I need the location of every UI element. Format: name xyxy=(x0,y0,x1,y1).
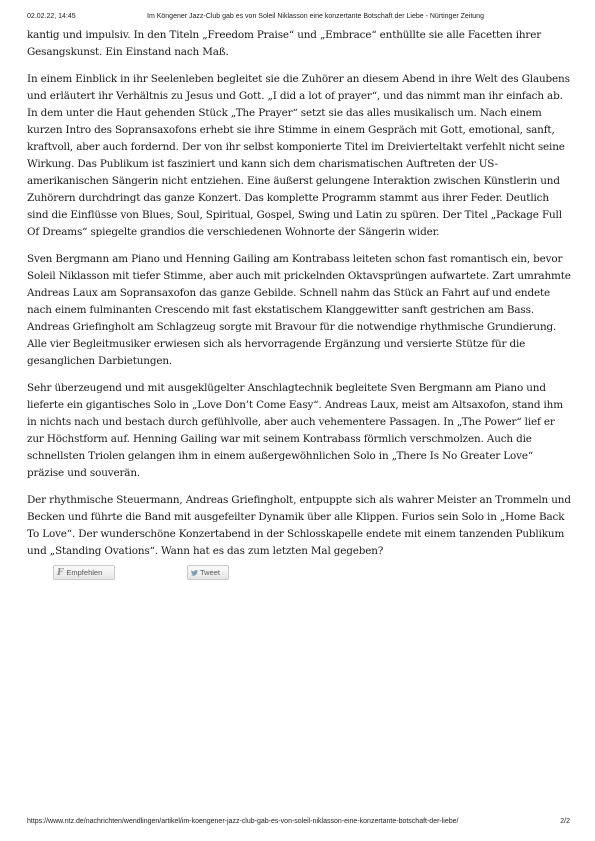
tweet-button[interactable] xyxy=(187,565,229,580)
print-datetime: 02.02.22, 14:45 xyxy=(27,13,76,20)
print-header xyxy=(27,13,568,23)
article-paragraph-2: In einem Einblick in ihr Seelenleben begleitet sie die Zuhörer an diesem Abend in ihre Welt des Glaubens und erläutert ihr Verhältnis zu Jesus und Gott. „I did a lot of prayer“, und das nimmt man ihr einfach ab. In dem unter die Haut gehenden Stück „The Prayer“ setzt sie das alles musikalisch um. Nach einem kurzen Intro des Sopransaxofons erhebt sie ihre Stimme in einem Gespräch mit Gott, emotional, sanft, kraftvoll, aber auch fordernd. Der von ihr selbst komponierte Titel im Dreivierteltakt verfehlt nicht seine Wirkung. Das Publikum ist fasziniert und kann sich dem charismatischen Auftreten der US-amerikanischen Sängerin nicht entziehen. Eine äußerst gelungene Interaktion zwischen Künstlerin und Zuhörern durchdringt das ganze Konzert. Das komplette Programm stammt aus ihrer Feder. Deutlich sind die Einflüsse von Blues, Soul, Spiritual, Gospel, Swing und Latin zu spüren. Der Titel „Package Full Of Dreams“ spiegelte grandios die verschiedenen Wohnorte der Sängerin wider. xyxy=(27,73,570,238)
article-paragraph-1: kantig und impulsiv. In den Titeln „Freedom Praise“ und „Embrace“ enthüllte sie alle Facetten ihrer Gesangskunst. Ein Einstand nach Maß. xyxy=(27,29,542,58)
page-url: https://www.ntz.de/nachrichten/wendlingen/artikel/im-koengener-jazz-club-gab-es-von-soleil-niklasson-eine-konzertante-botschaft-der-liebe/ xyxy=(27,818,459,825)
facebook-icon: F xyxy=(57,567,64,578)
twitter-bird-icon xyxy=(191,570,198,576)
article-paragraph-5: Der rhythmische Steuermann, Andreas Griefingholt, entpuppte sich als wahrer Meister an Trommeln und Becken und führte die Band mit ausgefeilter Dynamik über alle Klippen. Furios sein Solo in „Home Back To Love“. Der wunderschöne Konzertabend in der Schlosskapelle endete mit einem tanzenden Publikum und „Standing Ovations“. Wann hat es das zum letzten Mal gegeben? xyxy=(27,494,571,557)
tweet-label: Tweet xyxy=(200,568,221,577)
page-number: 2/2 xyxy=(560,818,570,825)
social-share-bar xyxy=(53,565,353,583)
article-paragraph-3: Sven Bergmann am Piano und Henning Gailing am Kontrabass leiteten schon fast romantisch ein, bevor Soleil Niklasson mit tiefer Stimme, aber auch mit prickelnden Oktavsprüngen aufwartete. Zart umrahmte Andreas Laux am Sopransaxofon das ganze Gebilde. Schnell nahm das Stück an Fahrt auf und endete nach einem fulminanten Crescendo mit fast ekstatischem Klanggewitter sanft gestrichen am Bass. Andreas Griefingholt am Schlagzeug sorgte mit Bravour für die notwendige rhythmische Grundierung. Alle vier Begleitmusiker erwiesen sich als hervorragende Ergänzung und versierte Stütze für die gesanglichen Darbietungen. xyxy=(27,253,571,367)
facebook-like-label: Empfehlen xyxy=(66,568,103,577)
article-paragraph-4: Sehr überzeugend und mit ausgeklügelter Anschlagtechnik begleitete Sven Bergmann am Piano und lieferte ein gigantisches Solo in „Love Don’t Come Easy“. Andreas Laux, meist am Altsaxofon, stand ihm in nichts nach und bestach durch gefühlvolle, aber auch vehementere Passagen. In „The Power“ lief er zur Höchstform auf. Henning Gailing war mit seinem Kontrabass förmlich verschmolzen. Auch die schnellsten Triolen gelangen ihm in einem außergewöhnlichen Solo in „There Is No Greater Love“ präzise und souverän. xyxy=(27,382,563,479)
print-footer xyxy=(27,818,570,828)
facebook-like-button[interactable] xyxy=(53,565,115,580)
article-body xyxy=(27,27,572,570)
print-page-title: Im Köngener Jazz-Club gab es von Soleil Niklasson eine konzertante Botschaft der Liebe - Nürtinger Zeitung xyxy=(147,13,484,20)
